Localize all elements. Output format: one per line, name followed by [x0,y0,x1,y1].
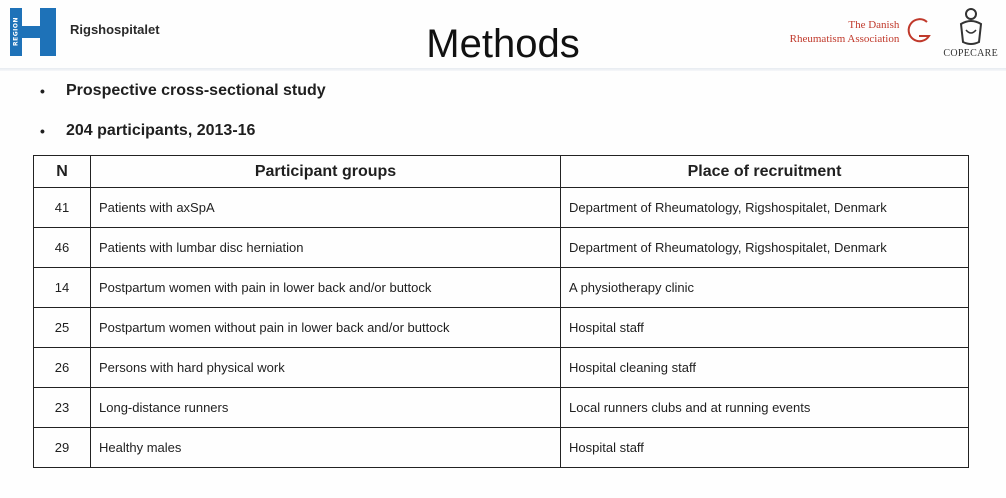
header-place-of-recruitment: Place of recruitment [561,156,969,188]
region-label: REGION [10,8,22,56]
table-row [34,188,969,228]
bullet-dot: • [40,83,45,99]
cell-n: 23 [34,388,91,428]
bullet-participants: • 204 participants, 2013-16 [40,122,256,139]
hospital-name: Rigshospitalet [70,21,160,37]
cell-place: Hospital cleaning staff [561,348,969,388]
cell-place: Department of Rheumatology, Rigshospitalet, Denmark [561,188,969,228]
table-header-row [34,156,969,188]
cell-group: Patients with lumbar disc herniation [91,228,561,268]
cell-place: Hospital staff [561,428,969,468]
header-participant-groups: Participant groups [91,156,561,188]
cell-place: Department of Rheumatology, Rigshospitalet, Denmark [561,228,969,268]
cell-place: Local runners clubs and at running events [561,388,969,428]
partner-logos [790,6,998,59]
table-row [34,428,969,468]
table-row [34,228,969,268]
cell-n: 41 [34,188,91,228]
slide-title: Methods [426,22,580,66]
table-row [34,388,969,428]
bullet-list [40,80,326,160]
cell-n: 29 [34,428,91,468]
header-n: N [34,156,91,188]
cell-n: 25 [34,308,91,348]
header-divider [0,68,1006,71]
bullet-dot: • [40,123,45,139]
cell-n: 46 [34,228,91,268]
cell-group: Persons with hard physical work [91,348,561,388]
copecare-label: COPECARE [943,48,998,59]
cell-group: Patients with axSpA [91,188,561,228]
cell-n: 14 [34,268,91,308]
table-row [34,308,969,348]
association-logo-icon [905,16,933,46]
cell-n: 26 [34,348,91,388]
cell-group: Postpartum women with pain in lower back and/or buttock [91,268,561,308]
copecare-logo [943,6,998,59]
cell-group: Healthy males [91,428,561,468]
cell-place: A physiotherapy clinic [561,268,969,308]
bullet-study-design: • Prospective cross-sectional study [40,82,326,99]
copecare-figure-icon [955,6,987,46]
table-row [34,268,969,308]
association-name: The Danish Rheumatism Association [789,19,900,45]
participant-table [33,155,968,468]
cell-group: Long-distance runners [91,388,561,428]
cell-group: Postpartum women without pain in lower back and/or buttock [91,308,561,348]
table-row [34,348,969,388]
cell-place: Hospital staff [561,308,969,348]
